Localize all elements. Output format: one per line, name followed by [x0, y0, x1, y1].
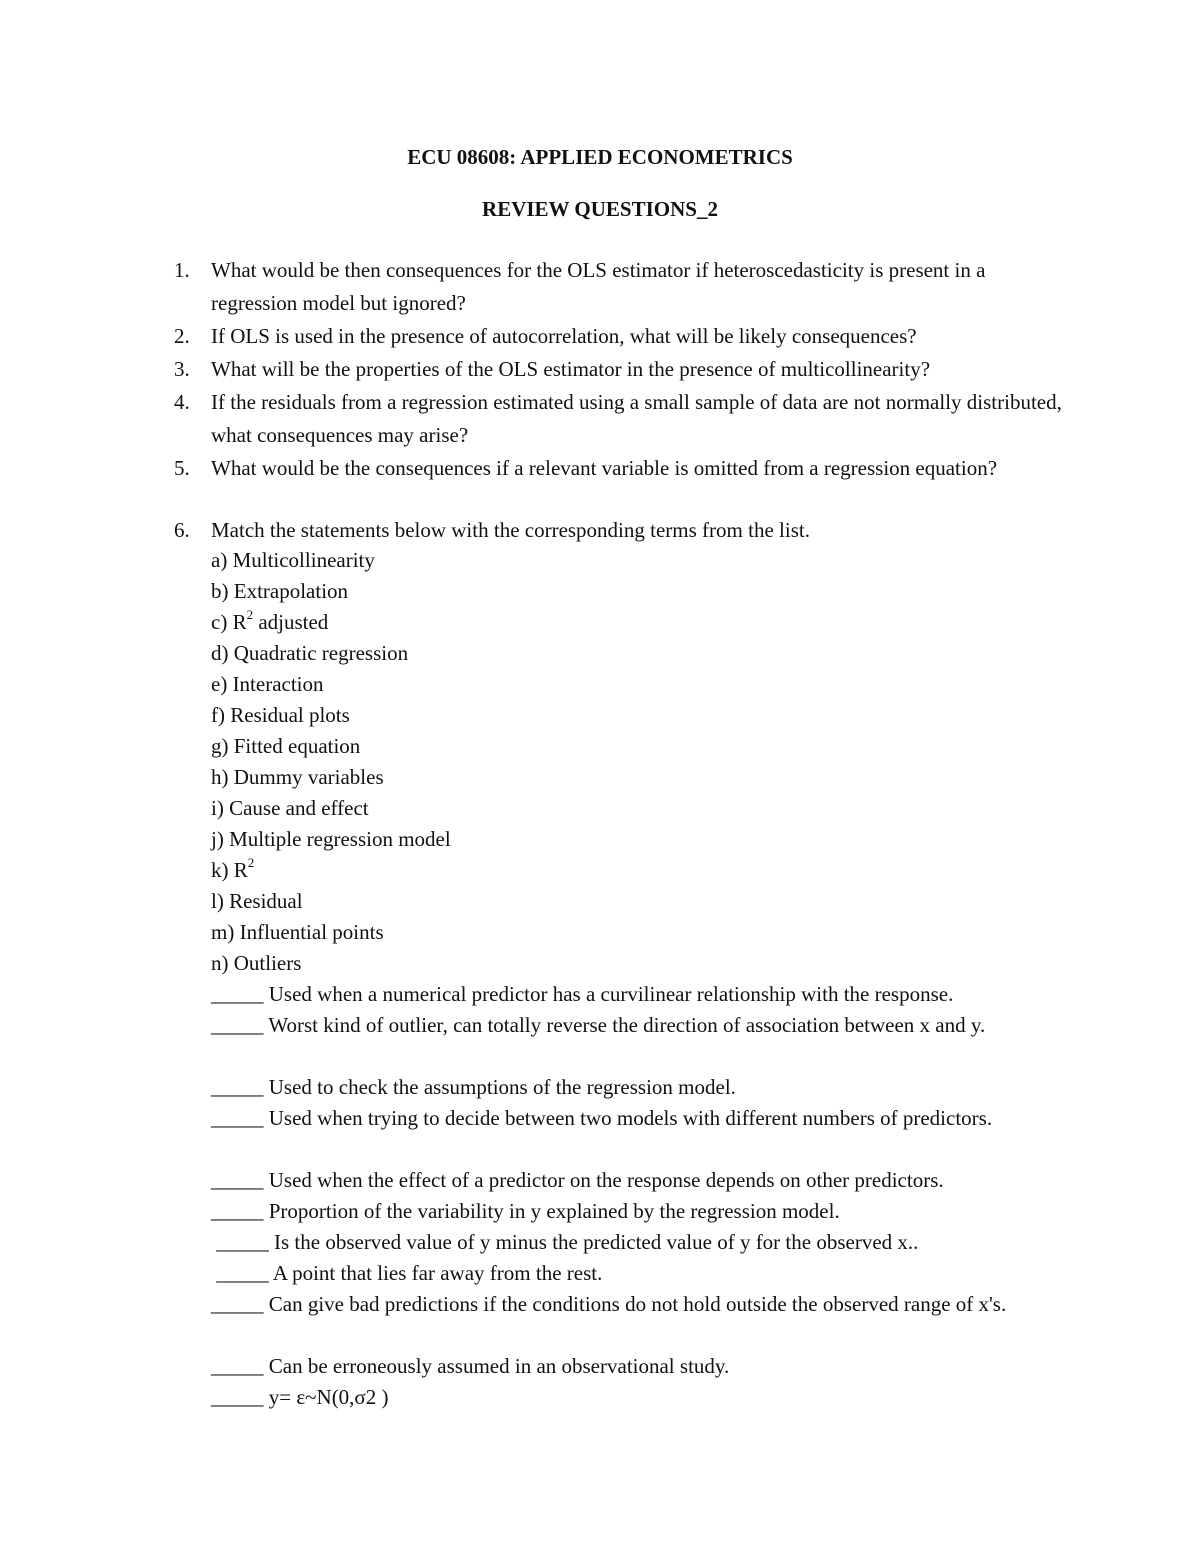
question-text: If the residuals from a regression estimated using a small sample of data are not normally distributed, what consequences may arise? — [211, 390, 1062, 447]
statement-item: _____ Used when the effect of a predictor on the response depends on other predictors. — [211, 1168, 944, 1192]
statement-item: _____ Used to check the assumptions of the regression model. — [211, 1075, 736, 1099]
question-6 — [174, 514, 1071, 547]
superscript: 2 — [247, 855, 255, 870]
statement-item: _____ A point that lies far away from the rest. — [211, 1261, 603, 1285]
term-item: a) Multicollinearity — [211, 548, 375, 572]
statement-item: _____ Is the observed value of y minus the predicted value of y for the observed x.. — [211, 1230, 919, 1254]
question-number: 5. — [174, 456, 190, 480]
statement-item: _____ Used when trying to decide between two models with different numbers of predictors. — [211, 1106, 993, 1130]
statement-item: _____ y= ε~N(0,σ2 ) — [211, 1385, 389, 1409]
term-item: i) Cause and effect — [211, 796, 369, 820]
term-item — [211, 855, 254, 886]
term-item: f) Residual plots — [211, 703, 350, 727]
question-4 — [174, 386, 1071, 452]
term-item: b) Extrapolation — [211, 579, 349, 603]
term-item: e) Interaction — [211, 672, 324, 696]
question-text: If OLS is used in the presence of autocorrelation, what will be likely consequences? — [211, 324, 917, 348]
term-item: l) Residual — [211, 889, 303, 913]
question-number: 4. — [174, 390, 190, 414]
document-subtitle: REVIEW QUESTIONS_2 — [482, 197, 718, 221]
question-text: What would be then consequences for the OLS estimator if heteroscedasticity is present in a regression model but ignored? — [211, 258, 986, 315]
question-1 — [174, 254, 1071, 320]
question-number: 1. — [174, 258, 190, 282]
question-number: 3. — [174, 357, 190, 381]
question-3 — [174, 353, 1071, 386]
statement-item: _____ Proportion of the variability in y explained by the regression model. — [211, 1199, 840, 1223]
term-item: h) Dummy variables — [211, 765, 384, 789]
statement-item: _____ Worst kind of outlier, can totally reverse the direction of association between x and y. — [211, 1013, 986, 1037]
term-item: j) Multiple regression model — [211, 827, 451, 851]
question-text: What would be the consequences if a relevant variable is omitted from a regression equation? — [211, 456, 998, 480]
question-5 — [174, 452, 1071, 485]
question-2 — [174, 320, 1071, 353]
term-label: c) R — [211, 610, 247, 634]
term-item: n) Outliers — [211, 951, 302, 975]
statement-item: _____ Can give bad predictions if the conditions do not hold outside the observed range of x's. — [211, 1292, 1007, 1316]
statement-item: _____ Can be erroneously assumed in an observational study. — [211, 1354, 730, 1378]
superscript: 2 — [246, 607, 254, 622]
term-item — [211, 607, 328, 638]
question-number: 6. — [174, 518, 190, 542]
question-text: What will be the properties of the OLS estimator in the presence of multicollinearity? — [211, 357, 931, 381]
term-item: d) Quadratic regression — [211, 641, 409, 665]
question-number: 2. — [174, 324, 190, 348]
term-item: m) Influential points — [211, 920, 384, 944]
term-label: k) R — [211, 858, 248, 882]
statement-item: _____ Used when a numerical predictor has a curvilinear relationship with the response. — [211, 982, 954, 1006]
term-item: g) Fitted equation — [211, 734, 361, 758]
question-text: Match the statements below with the corresponding terms from the list. — [211, 518, 810, 542]
term-label-rest: adjusted — [253, 610, 329, 634]
course-title: ECU 08608: APPLIED ECONOMETRICS — [407, 145, 793, 169]
